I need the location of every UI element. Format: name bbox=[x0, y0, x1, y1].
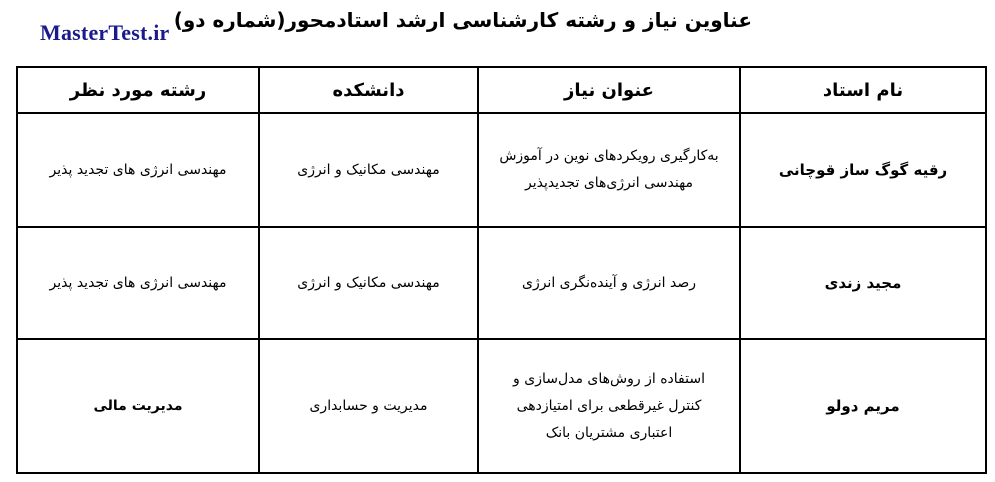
site-logo[interactable]: MasterTest.ir bbox=[40, 20, 170, 45]
field-text: مهندسی انرژی های تجدید پذیر bbox=[49, 161, 227, 178]
page-title: عناوین نیاز و رشته کارشناسی ارشد استادمحور(شماره دو) bbox=[173, 8, 752, 32]
field-text: مدیریت مالی bbox=[93, 397, 183, 414]
needs-table bbox=[16, 66, 987, 474]
topic-cell bbox=[478, 227, 740, 339]
faculty-text: مهندسی مکانیک و انرژی bbox=[297, 274, 440, 291]
professor-cell bbox=[740, 339, 986, 473]
field-cell bbox=[17, 113, 259, 227]
topic-text: رصد انرژی و آینده‌نگری انرژی bbox=[521, 274, 697, 291]
professor-cell bbox=[740, 227, 986, 339]
topic-text: استفاده از روش‌های مدل‌سازی و کنترل غیرقطعی برای امتیازدهی اعتباری مشتریان بانک bbox=[513, 370, 705, 441]
field-cell bbox=[17, 227, 259, 339]
header-faculty: دانشکده bbox=[259, 67, 478, 113]
faculty-text: مهندسی مکانیک و انرژی bbox=[297, 161, 440, 178]
table-row bbox=[17, 339, 986, 473]
header-topic: عنوان نیاز bbox=[478, 67, 740, 113]
topic-cell bbox=[478, 113, 740, 227]
professor-name: مریم دولو bbox=[826, 396, 900, 415]
professor-name: مجید زندی bbox=[824, 273, 902, 292]
faculty-text: مدیریت و حسابداری bbox=[309, 397, 428, 414]
table-row bbox=[17, 227, 986, 339]
professor-name: رقیه گوگ ساز قوچانی bbox=[778, 160, 948, 179]
faculty-cell bbox=[259, 227, 478, 339]
topic-text: به‌کارگیری رویکردهای نوین در آموزش مهندسی انرژی‌های تجدیدپذیر bbox=[499, 148, 719, 191]
professor-cell bbox=[740, 113, 986, 227]
table-row bbox=[17, 113, 986, 227]
field-cell bbox=[17, 339, 259, 473]
faculty-cell bbox=[259, 339, 478, 473]
table-header-row bbox=[17, 67, 986, 113]
faculty-cell bbox=[259, 113, 478, 227]
field-text: مهندسی انرژی های تجدید پذیر bbox=[49, 274, 227, 291]
header-professor: نام استاد bbox=[740, 67, 986, 113]
topic-cell bbox=[478, 339, 740, 473]
header-field: رشته مورد نظر bbox=[17, 67, 259, 113]
